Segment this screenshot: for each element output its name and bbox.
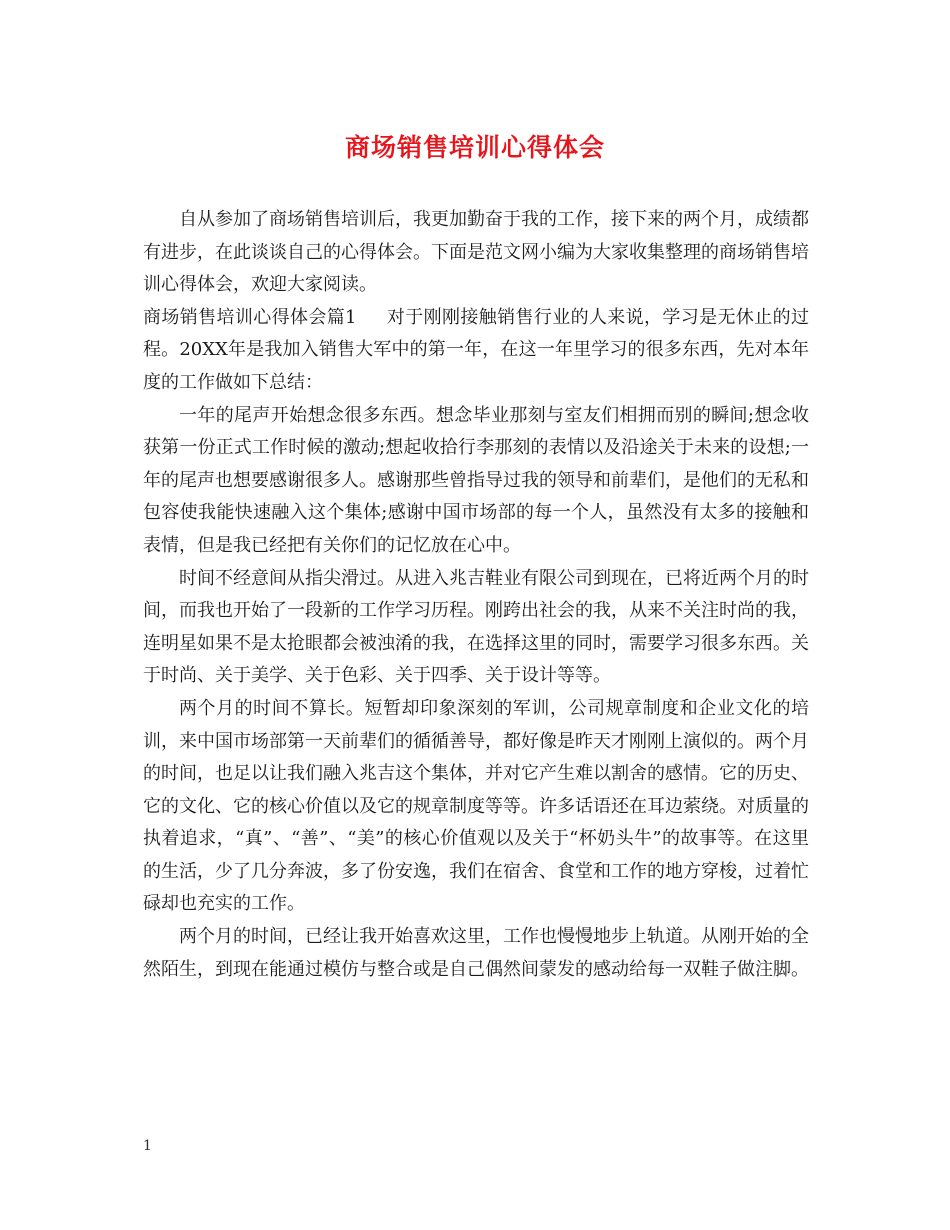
section-paragraph xyxy=(143,302,809,400)
document-body xyxy=(143,204,809,986)
body-paragraph-3: 两个月的时间不算长。短暂却印象深刻的军训，公司规章制度和企业文化的培训，来中国市场部第一天前辈们的循循善导，都好像是昨天才刚刚上演似的。两个月的时间，也足以让我们融入兆吉这个集体，并对它产生难以割舍的感情。它的历史、它的文化、它的核心价值以及它的规章制度等等。许多话语还在耳边萦绕。对质量的执着追求，“真”、“善”、“美”的核心价值观以及关于“杯奶头牛”的故事等。在这里的生活，少了几分奔波，多了份安逸，我们在宿舍、食堂和工作的地方穿梭，过着忙碌却也充实的工作。 xyxy=(143,697,809,915)
body-paragraph-1: 一年的尾声开始想念很多东西。想念毕业那刻与室友们相拥而别的瞬间;想念收获第一份正式工作时候的激动;想起收拾行李那刻的表情以及沿途关于未来的设想;一年的尾声也想要感谢很多人。感谢那些曾指导过我的领导和前辈们，是他们的无私和包容使我能快速融入这个集体;感谢中国市场部的每一个人，虽然没有太多的接触和表情，但是我已经把有关你们的记忆放在心中。 xyxy=(143,404,809,556)
body-paragraph-4: 两个月的时间，已经让我开始喜欢这里，工作也慢慢地步上轨道。从刚开始的全然陌生，到现在能通过模仿与整合或是自己偶然间蒙发的感动给每一双鞋子做注脚。 xyxy=(143,926,809,980)
document-title: 商场销售培训心得体会 xyxy=(344,133,605,162)
section-first-text: 对于刚刚接触销售行业的人来说，学习是无休止的过程。20XX年是我加入销售大军中的第一年，在这一年里学习的很多东西，先对本年度的工作做如下总结： xyxy=(143,306,810,393)
page-number: 1 xyxy=(143,1138,152,1154)
intro-paragraph: 自从参加了商场销售培训后，我更加勤奋于我的工作，接下来的两个月，成绩都有进步，在此谈谈自己的心得体会。下面是范文网小编为大家收集整理的商场销售培训心得体会，欢迎大家阅读。 xyxy=(143,209,809,296)
section-label: 商场销售培训心得体会篇1 xyxy=(143,306,357,328)
body-paragraph-2: 时间不经意间从指尖滑过。从进入兆吉鞋业有限公司到现在，已将近两个月的时间，而我也开始了一段新的工作学习历程。刚跨出社会的我，从来不关注时尚的我，连明星如果不是太抢眼都会被浊淆的我，在选择这里的同时，需要学习很多东西。关于时尚、关于美学、关于色彩、关于四季、关于设计等等。 xyxy=(143,567,809,687)
